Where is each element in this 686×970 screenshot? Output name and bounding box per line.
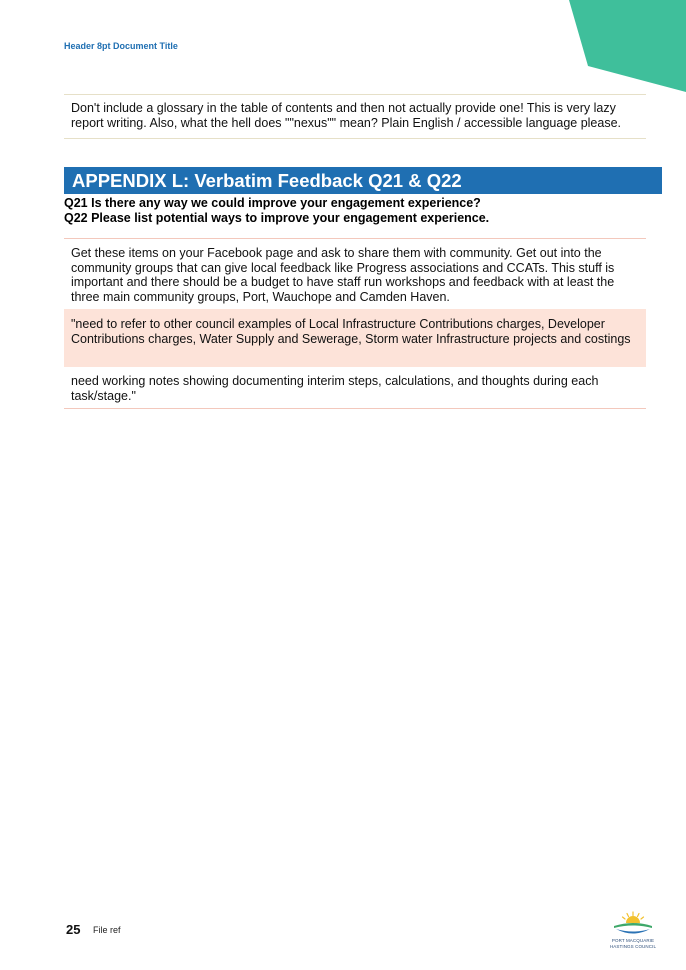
page-number: 25 bbox=[66, 922, 81, 937]
question-q21: Q21 Is there any way we could improve your engagement experience? bbox=[64, 196, 481, 210]
file-reference: File ref bbox=[93, 925, 121, 935]
response-row-3: need working notes showing documenting interim steps, calculations, and thoughts during each task/stage." bbox=[64, 368, 646, 409]
header-document-title: Header 8pt Document Title bbox=[64, 41, 178, 51]
council-logo-icon bbox=[604, 910, 662, 956]
response-row-1: Get these items on your Facebook page and ask to share them with community. Get out into the community groups that can give local feedback like Progress associations and CCATs. This stuff is important and there should be a budget to have staff run workshops and feedback with at least the three main community groups, Port, Wauchope and Camden Haven. bbox=[64, 238, 646, 308]
council-logo-text bbox=[604, 938, 662, 949]
question-q22: Q22 Please list potential ways to improve your engagement experience. bbox=[64, 210, 490, 225]
response-row-2: "need to refer to other council examples of Local Infrastructure Contributions charges, Developer Contributions charges, Water Supply and Sewerage, Storm water Infrastructure projects and costings bbox=[64, 309, 646, 367]
logo-line-1: PORT MACQUARIE bbox=[611, 938, 655, 943]
corner-decoration bbox=[566, 0, 686, 92]
previous-response-text: Don't include a glossary in the table of contents and then not actually provide one! This is very lazy report writing. Also, what the hell does ""nexus"" mean? Plain English / accessible language please. bbox=[64, 94, 646, 139]
question-block bbox=[64, 196, 654, 225]
appendix-heading: APPENDIX L: Verbatim Feedback Q21 & Q22 bbox=[64, 167, 662, 194]
logo-line-2: HASTINGS COUNCIL bbox=[609, 943, 657, 949]
